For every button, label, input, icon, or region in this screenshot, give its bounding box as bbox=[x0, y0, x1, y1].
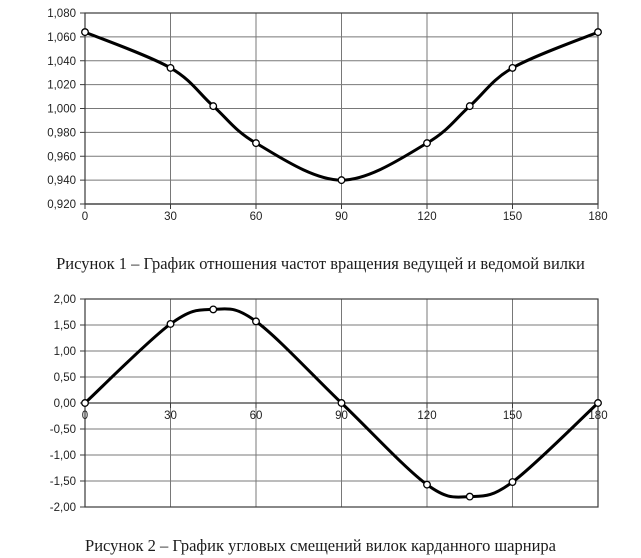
svg-text:90: 90 bbox=[335, 410, 348, 422]
svg-text:150: 150 bbox=[502, 410, 523, 422]
svg-text:0,960: 0,960 bbox=[47, 151, 76, 164]
svg-text:1,50: 1,50 bbox=[53, 320, 76, 333]
svg-text:-1,50: -1,50 bbox=[49, 476, 76, 489]
svg-text:1,060: 1,060 bbox=[47, 31, 76, 44]
svg-text:120: 120 bbox=[417, 410, 437, 422]
figure2-caption: Рисунок 2 – График угловых смещений вилок карданного шарнира bbox=[85, 536, 556, 555]
svg-text:1,000: 1,000 bbox=[47, 103, 76, 116]
figure1-line-chart bbox=[0, 0, 641, 245]
svg-text:180: 180 bbox=[588, 211, 608, 223]
svg-text:-2,00: -2,00 bbox=[49, 502, 76, 515]
svg-text:1,020: 1,020 bbox=[47, 79, 76, 92]
figure2-line-chart bbox=[0, 285, 641, 535]
svg-text:0: 0 bbox=[81, 211, 89, 223]
svg-text:0,00: 0,00 bbox=[53, 398, 76, 411]
svg-text:60: 60 bbox=[249, 410, 263, 422]
svg-text:1,040: 1,040 bbox=[47, 55, 76, 68]
svg-text:30: 30 bbox=[164, 211, 177, 223]
svg-text:0: 0 bbox=[81, 410, 89, 422]
svg-text:1,00: 1,00 bbox=[53, 346, 76, 359]
svg-text:0,50: 0,50 bbox=[53, 372, 76, 385]
svg-text:180: 180 bbox=[588, 410, 608, 422]
svg-text:-1,00: -1,00 bbox=[49, 450, 76, 463]
svg-text:0,920: 0,920 bbox=[47, 199, 76, 212]
svg-text:-0,50: -0,50 bbox=[49, 424, 76, 437]
svg-text:0,980: 0,980 bbox=[47, 127, 76, 140]
svg-text:1,080: 1,080 bbox=[47, 8, 76, 21]
svg-text:120: 120 bbox=[417, 211, 437, 223]
figure1-caption: Рисунок 1 – График отношения частот вращения ведущей и ведомой вилки bbox=[56, 254, 585, 273]
svg-text:0,940: 0,940 bbox=[47, 175, 76, 188]
svg-text:30: 30 bbox=[164, 410, 177, 422]
svg-text:150: 150 bbox=[502, 211, 523, 223]
svg-text:90: 90 bbox=[335, 211, 348, 223]
svg-text:60: 60 bbox=[249, 211, 263, 223]
svg-text:2,00: 2,00 bbox=[53, 294, 76, 307]
